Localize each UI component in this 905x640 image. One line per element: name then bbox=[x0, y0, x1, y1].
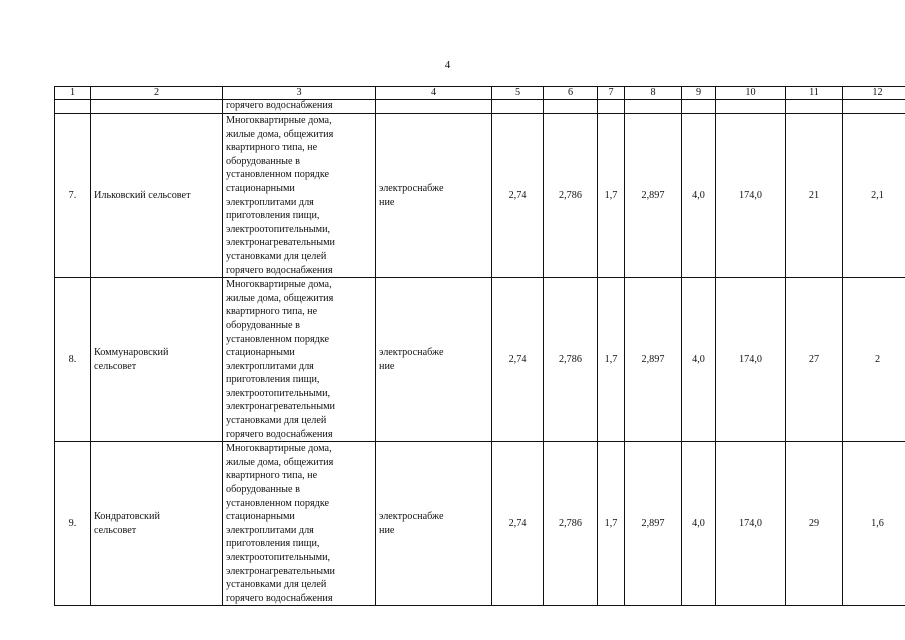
header-cell: 1 bbox=[55, 87, 91, 100]
cell-col5: 2,74 bbox=[492, 442, 544, 606]
cell-col8: 2,897 bbox=[625, 114, 682, 278]
header-cell: 4 bbox=[376, 87, 492, 100]
header-cell: 9 bbox=[682, 87, 716, 100]
table-header-row bbox=[55, 87, 905, 100]
building-description: Многоквартирные дома, жилые дома, общежития квартирного типа, не оборудованные в установленном порядке стационарными электроплитами для приготовления пищи, электроотопительными, электронагревательными установками для целей горячего водоснабжения bbox=[223, 278, 376, 442]
cell-col10: 174,0 bbox=[716, 442, 786, 606]
cell-col10: 174,0 bbox=[716, 278, 786, 442]
table-row bbox=[55, 278, 905, 442]
cell-col5: 2,74 bbox=[492, 114, 544, 278]
table-row bbox=[55, 442, 905, 606]
building-description: Многоквартирные дома, жилые дома, общежития квартирного типа, не оборудованные в установленном порядке стационарными электроплитами для приготовления пищи, электроотопительными, электронагревательными установками для целей горячего водоснабжения bbox=[223, 114, 376, 278]
utility-type: электроснабже ние bbox=[376, 114, 492, 278]
cell-col7: 1,7 bbox=[598, 114, 625, 278]
cell-col7: 1,7 bbox=[598, 278, 625, 442]
settlement-name: Ильковский сельсовет bbox=[91, 114, 223, 278]
row-number: 8. bbox=[55, 278, 91, 442]
cell-col11: 21 bbox=[786, 114, 843, 278]
cell-col9: 4,0 bbox=[682, 278, 716, 442]
cell-col6: 2,786 bbox=[544, 442, 598, 606]
cell-col10: 174,0 bbox=[716, 114, 786, 278]
header-cell: 6 bbox=[544, 87, 598, 100]
cell-col12: 2 bbox=[843, 278, 905, 442]
header-cell: 3 bbox=[223, 87, 376, 100]
row-number: 7. bbox=[55, 114, 91, 278]
header-cell: 12 bbox=[843, 87, 905, 100]
utility-type: электроснабже ние bbox=[376, 442, 492, 606]
table-row bbox=[55, 114, 905, 278]
header-cell: 11 bbox=[786, 87, 843, 100]
cell-col12: 1,6 bbox=[843, 442, 905, 606]
cell-col11: 27 bbox=[786, 278, 843, 442]
cell-col8: 2,897 bbox=[625, 442, 682, 606]
header-cell: 10 bbox=[716, 87, 786, 100]
cell-col9: 4,0 bbox=[682, 114, 716, 278]
settlement-name: Кондратовский сельсовет bbox=[91, 442, 223, 606]
cell-col5: 2,74 bbox=[492, 278, 544, 442]
row-number: 9. bbox=[55, 442, 91, 606]
header-cell: 5 bbox=[492, 87, 544, 100]
utility-type: электроснабже ние bbox=[376, 278, 492, 442]
header-cell: 8 bbox=[625, 87, 682, 100]
cell-col9: 4,0 bbox=[682, 442, 716, 606]
building-description: Многоквартирные дома, жилые дома, общежития квартирного типа, не оборудованные в установленном порядке стационарными электроплитами для приготовления пищи, электроотопительными, электронагревательными установками для целей горячего водоснабжения bbox=[223, 442, 376, 606]
header-cell: 2 bbox=[91, 87, 223, 100]
settlement-name: Коммунаровский сельсовет bbox=[91, 278, 223, 442]
cell-col8: 2,897 bbox=[625, 278, 682, 442]
header-cell: 7 bbox=[598, 87, 625, 100]
continuation-text: горячего водоснабжения bbox=[223, 100, 376, 114]
cell-col6: 2,786 bbox=[544, 114, 598, 278]
continuation-row bbox=[55, 100, 905, 114]
cell-col7: 1,7 bbox=[598, 442, 625, 606]
cell-col12: 2,1 bbox=[843, 114, 905, 278]
cell-col11: 29 bbox=[786, 442, 843, 606]
cell-col6: 2,786 bbox=[544, 278, 598, 442]
tariff-table bbox=[54, 86, 905, 606]
page-number: 4 bbox=[444, 59, 451, 71]
